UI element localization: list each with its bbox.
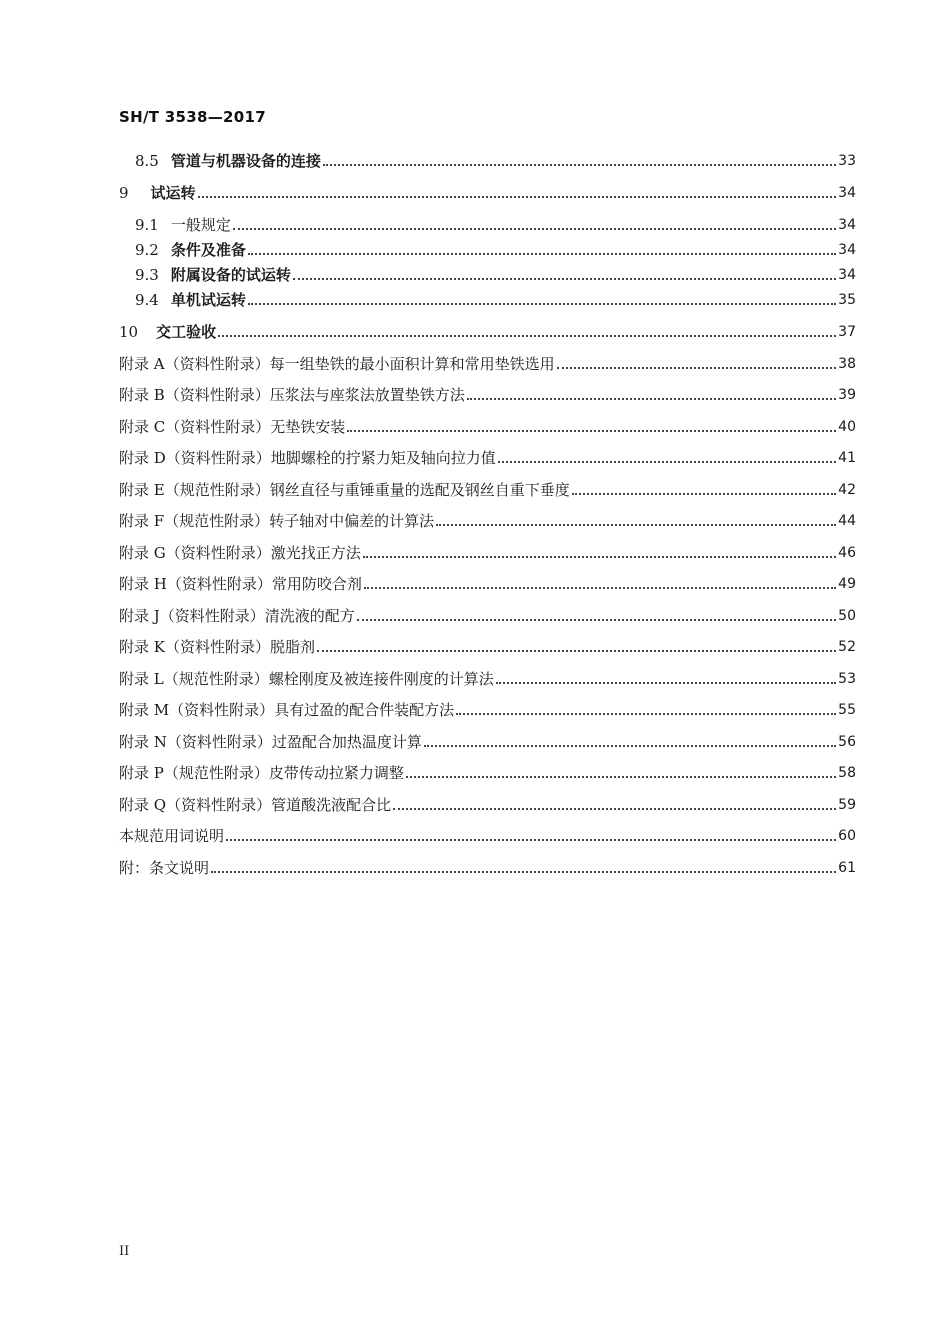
toc-entry-9-2[interactable]	[135, 239, 856, 261]
toc-entry-appendix-p[interactable]	[119, 762, 856, 784]
dot-leader	[557, 367, 837, 369]
toc-page-number: 55	[838, 702, 856, 718]
toc-title: 附录 H（资料性附录）常用防咬合剂	[119, 575, 362, 593]
toc-page-number: 46	[838, 545, 856, 561]
dot-leader	[467, 398, 836, 400]
dot-leader	[347, 430, 836, 432]
toc-page-number: 40	[838, 419, 856, 435]
toc-number: 9.4	[135, 291, 159, 309]
toc-title: 附录 D（资料性附录）地脚螺栓的拧紧力矩及轴向拉力值	[119, 449, 496, 467]
toc-entry-appendix-g[interactable]	[119, 542, 856, 564]
toc-page-number: 39	[838, 387, 856, 403]
toc-entry-appendix-n[interactable]	[119, 731, 856, 753]
toc-page-number: 60	[838, 828, 856, 844]
toc-page-number: 34	[838, 242, 856, 258]
toc-title: 附录 A（资料性附录）每一组垫铁的最小面积计算和常用垫铁选用	[119, 355, 555, 373]
toc-page-number: 52	[838, 639, 856, 655]
toc-entry-appendix-b[interactable]	[119, 384, 856, 406]
toc-title: 附：条文说明	[119, 859, 210, 877]
dot-leader	[436, 524, 836, 526]
toc-title: 附录 L（规范性附录）螺栓刚度及被连接件刚度的计算法	[119, 670, 494, 688]
dot-leader	[572, 493, 836, 495]
dot-leader	[364, 587, 836, 589]
toc-title: 附录 M（资料性附录）具有过盈的配合件装配方法	[119, 701, 455, 719]
toc-entry-appendix-h[interactable]	[119, 573, 856, 595]
dot-leader	[218, 335, 836, 337]
toc-page-number: 42	[838, 482, 856, 498]
toc-entry-terminology[interactable]	[119, 825, 856, 847]
toc-page-number: 34	[838, 185, 856, 201]
toc-title: 附录 E（规范性附录）钢丝直径与重锤重量的选配及钢丝自重下垂度	[119, 481, 570, 499]
toc-page-number: 41	[838, 450, 856, 466]
dot-leader	[363, 556, 836, 558]
toc-page-number: 50	[838, 608, 856, 624]
toc-entry-appendix-e[interactable]	[119, 479, 856, 501]
toc-page-number: 37	[838, 324, 856, 340]
toc-title: 管道与机器设备的连接	[170, 152, 321, 170]
toc-entry-9-4[interactable]	[135, 289, 856, 311]
toc-entry-appendix-d[interactable]	[119, 447, 856, 469]
dot-leader	[496, 682, 836, 684]
toc-title: 附录 B（资料性附录）压浆法与座浆法放置垫铁方法	[119, 386, 465, 404]
dot-leader	[498, 461, 836, 463]
toc-page-number: 44	[838, 513, 856, 529]
toc-title: 交工验收	[156, 323, 217, 341]
toc-entry-commentary[interactable]	[119, 857, 856, 879]
toc-title: 一般规定	[170, 216, 231, 234]
toc-entry-appendix-j[interactable]	[119, 605, 856, 627]
toc-page-number: 61	[838, 860, 856, 876]
toc-title: 附录 J（资料性附录）清洗液的配方	[119, 607, 355, 625]
toc-page-number: 33	[838, 153, 856, 169]
toc-entry-appendix-a[interactable]	[119, 353, 856, 375]
toc-entry-appendix-c[interactable]	[119, 416, 856, 438]
document-code-header: SH/T 3538—2017	[119, 108, 266, 126]
toc-entry-9-3[interactable]	[135, 264, 856, 286]
dot-leader	[198, 196, 837, 198]
toc-page-number: 34	[838, 267, 856, 283]
toc-title: 本规范用词说明	[119, 827, 225, 845]
toc-title: 附录 G（资料性附录）激光找正方法	[119, 544, 361, 562]
toc-page-number: 59	[838, 797, 856, 813]
toc-number: 9.1	[135, 216, 159, 234]
toc-page-number: 35	[838, 292, 856, 308]
toc-number: 10	[119, 323, 139, 341]
toc-page-number: 56	[838, 734, 856, 750]
toc-page-number: 49	[838, 576, 856, 592]
dot-leader	[293, 278, 836, 280]
toc-title: 附录 C（资料性附录）无垫铁安装	[119, 418, 346, 436]
toc-page-number: 58	[838, 765, 856, 781]
dot-leader	[424, 745, 836, 747]
page-number-footer: II	[119, 1244, 130, 1259]
toc-page-number: 38	[838, 356, 856, 372]
toc-entry-9[interactable]	[119, 182, 856, 204]
toc-entry-8-5[interactable]	[135, 150, 856, 172]
dot-leader	[357, 619, 836, 621]
dot-leader	[233, 228, 836, 230]
toc-number: 9.2	[135, 241, 159, 259]
toc-entry-appendix-q[interactable]	[119, 794, 856, 816]
toc-number: 8.5	[135, 152, 159, 170]
toc-title: 附录 K（资料性附录）脱脂剂	[119, 638, 315, 656]
toc-number: 9.3	[135, 266, 159, 284]
toc-page-number: 34	[838, 217, 856, 233]
toc-title: 试运转	[150, 184, 196, 202]
toc-title: 条件及准备	[170, 241, 246, 259]
dot-leader	[226, 839, 836, 841]
toc-title: 附录 F（规范性附录）转子轴对中偏差的计算法	[119, 512, 435, 530]
toc-title: 附属设备的试运转	[170, 266, 291, 284]
dot-leader	[456, 713, 836, 715]
toc-entry-10[interactable]	[119, 321, 856, 343]
dot-leader	[248, 303, 836, 305]
toc-entry-appendix-k[interactable]	[119, 636, 856, 658]
dot-leader	[393, 808, 836, 810]
dot-leader	[317, 650, 836, 652]
toc-entry-appendix-f[interactable]	[119, 510, 856, 532]
toc-title: 附录 Q（资料性附录）管道酸洗液配合比	[119, 796, 392, 814]
toc-number: 9	[119, 184, 129, 202]
dot-leader	[248, 253, 836, 255]
toc-title: 附录 N（资料性附录）过盈配合加热温度计算	[119, 733, 422, 751]
toc-title: 单机试运转	[170, 291, 246, 309]
dot-leader	[406, 776, 836, 778]
toc-entry-appendix-m[interactable]	[119, 699, 856, 721]
toc-page-number: 53	[838, 671, 856, 687]
toc-title: 附录 P（规范性附录）皮带传动拉紧力调整	[119, 764, 404, 782]
toc-entry-appendix-l[interactable]	[119, 668, 856, 690]
dot-leader	[323, 164, 836, 166]
dot-leader	[211, 871, 836, 873]
toc-entry-9-1[interactable]	[135, 214, 856, 236]
